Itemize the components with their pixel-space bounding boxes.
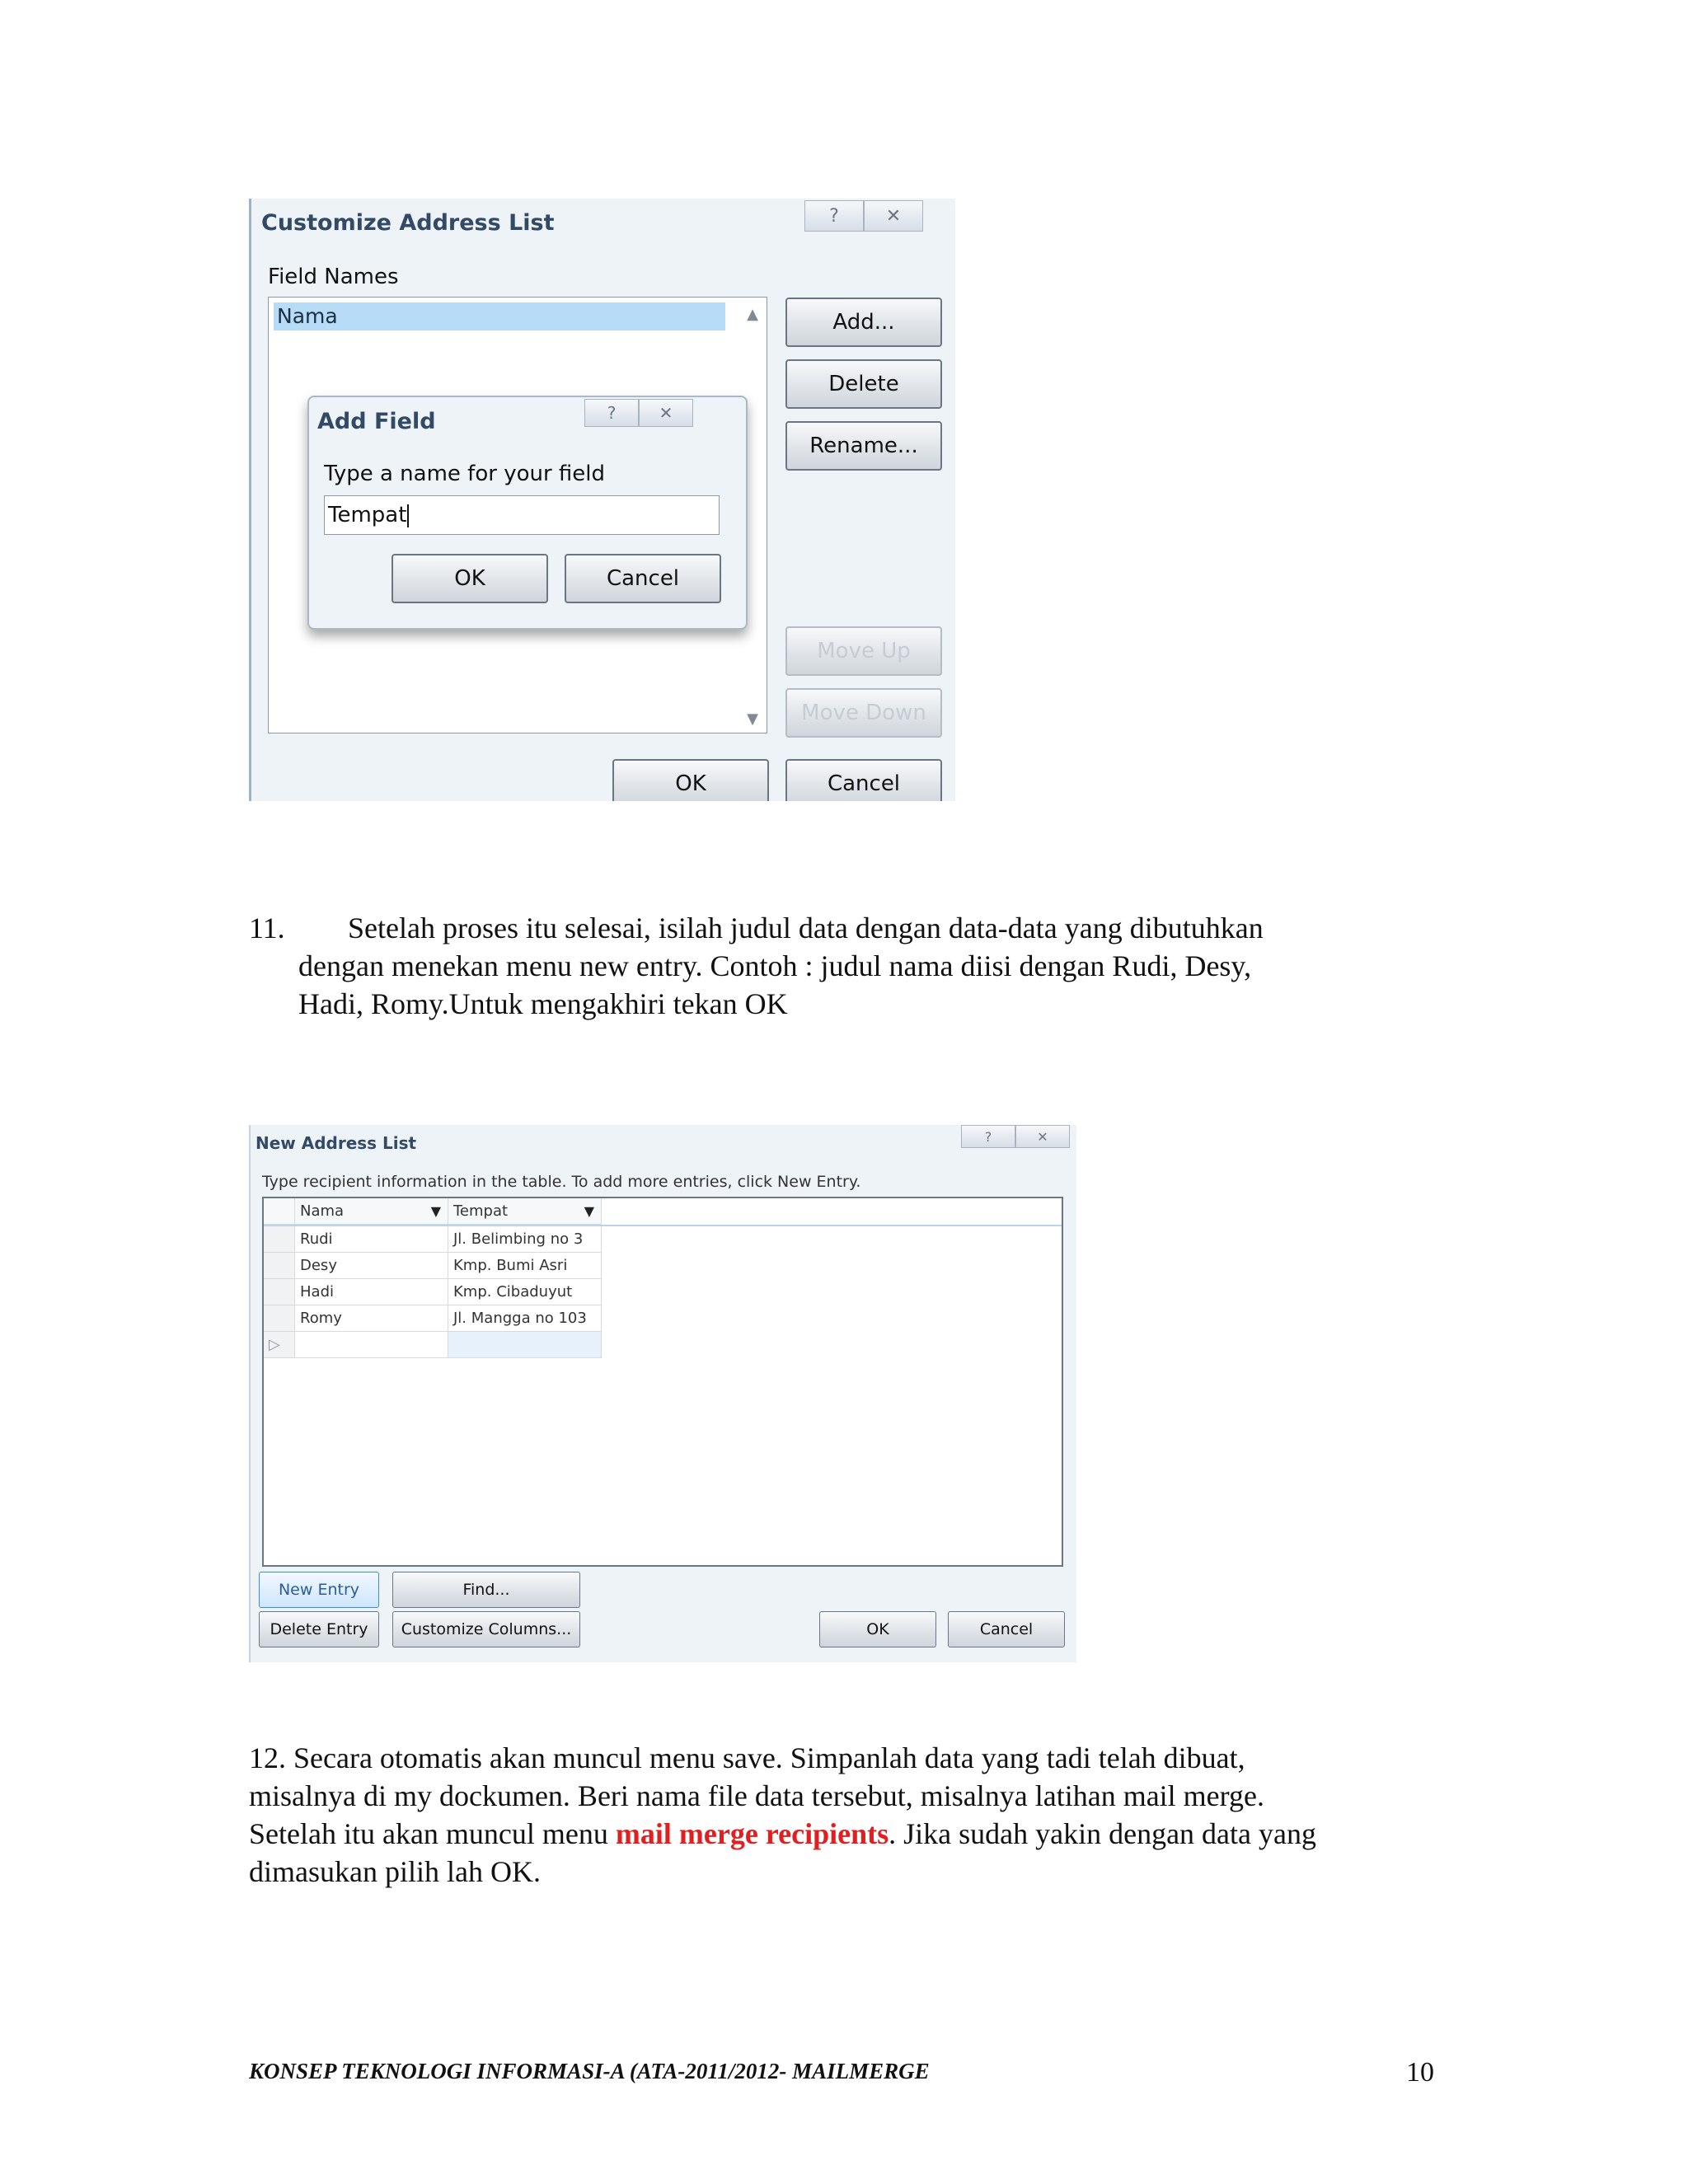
close-icon[interactable]: ✕ [639, 399, 693, 427]
table-cell[interactable]: Hadi [295, 1279, 448, 1305]
table-cell[interactable]: Romy [295, 1305, 448, 1332]
new-row-icon: ▷ [269, 1336, 280, 1353]
dialog-title: Customize Address List [261, 210, 555, 236]
table-row[interactable] [264, 1253, 610, 1279]
paragraph-line: 12. Secara otomatis akan muncul menu save. Simpanlah data yang tadi telah dibuat, [249, 1741, 1245, 1774]
field-name-value: Tempat [328, 503, 407, 527]
window-controls [584, 399, 693, 427]
page-number: 10 [1406, 2057, 1434, 2088]
new-address-list-dialog [249, 1125, 1076, 1662]
field-name-prompt: Type a name for your field [324, 462, 606, 486]
field-name-input[interactable] [324, 495, 720, 535]
window-controls [961, 1125, 1070, 1148]
row-selector[interactable] [264, 1279, 295, 1305]
recipient-table [262, 1197, 1063, 1567]
row-selector[interactable] [264, 1253, 295, 1279]
new-entry-button[interactable]: New Entry [259, 1572, 379, 1608]
table-cell[interactable]: Jl. Belimbing no 3 [448, 1226, 602, 1253]
field-names-label: Field Names [268, 265, 399, 289]
close-icon[interactable]: ✕ [1015, 1125, 1070, 1148]
new-entry-row[interactable] [264, 1332, 610, 1358]
help-icon[interactable]: ? [961, 1125, 1015, 1148]
table-cell[interactable] [295, 1332, 448, 1358]
scroll-up-icon[interactable]: ▲ [747, 306, 758, 323]
paragraph-line: dimasukan pilih lah OK. [249, 1855, 541, 1888]
add-field-ok-button[interactable]: OK [392, 554, 548, 603]
chevron-down-icon[interactable]: ▼ [584, 1203, 594, 1219]
row-selector[interactable] [264, 1226, 295, 1253]
table-row[interactable] [264, 1305, 610, 1332]
dialog-title: New Address List [256, 1133, 417, 1153]
help-icon[interactable]: ? [584, 399, 639, 427]
window-controls [804, 200, 923, 232]
table-cell[interactable]: Jl. Mangga no 103 [448, 1305, 602, 1332]
row-selector-header [264, 1198, 295, 1225]
customize-address-list-dialog [249, 199, 955, 801]
move-up-button[interactable]: Move Up [785, 626, 942, 676]
highlighted-term: mail merge recipients [615, 1817, 889, 1850]
instruction-text: Type recipient information in the table. To add more entries, click New Entry. [262, 1173, 861, 1191]
chevron-down-icon[interactable]: ▼ [430, 1203, 441, 1219]
table-header [264, 1198, 1062, 1226]
add-button[interactable]: Add... [785, 298, 942, 347]
rename-button[interactable]: Rename... [785, 421, 942, 471]
table-row[interactable] [264, 1226, 610, 1253]
add-field-title: Add Field [317, 409, 436, 434]
list-item[interactable]: Nama [274, 302, 725, 330]
paragraph-line: Hadi, Romy.Untuk mengakhiri tekan OK [298, 987, 788, 1020]
table-cell[interactable] [448, 1332, 602, 1358]
cancel-button[interactable]: Cancel [948, 1611, 1065, 1647]
cancel-button[interactable]: Cancel [785, 759, 942, 801]
table-cell[interactable]: Desy [295, 1253, 448, 1279]
add-field-dialog [307, 396, 748, 630]
table-row[interactable] [264, 1279, 610, 1305]
ok-button[interactable]: OK [819, 1611, 936, 1647]
help-icon[interactable]: ? [804, 200, 864, 232]
table-cell[interactable]: Kmp. Cibaduyut [448, 1279, 602, 1305]
delete-entry-button[interactable]: Delete Entry [259, 1611, 379, 1647]
column-header-tempat[interactable]: Tempat ▼ [448, 1198, 602, 1225]
delete-button[interactable]: Delete [785, 359, 942, 409]
table-cell[interactable]: Rudi [295, 1226, 448, 1253]
customize-columns-button[interactable]: Customize Columns... [392, 1611, 580, 1647]
page-footer: KONSEP TEKNOLOGI INFORMASI-A (ATA-2011/2012- MAILMERGE [249, 2059, 930, 2083]
find-button[interactable]: Find... [392, 1572, 580, 1608]
paragraph-line [249, 1815, 1316, 1853]
add-field-cancel-button[interactable]: Cancel [565, 554, 721, 603]
paragraph-line: dengan menekan menu new entry. Contoh : judul nama diisi dengan Rudi, Desy, [298, 949, 1252, 982]
text-segment: Setelah itu akan muncul menu [249, 1817, 616, 1850]
text-segment: . Jika sudah yakin dengan data yang [889, 1817, 1316, 1850]
column-header-nama[interactable]: Nama ▼ [295, 1198, 448, 1225]
paragraph-line: Setelah proses itu selesai, isilah judul data dengan data-data yang dibutuhkan [348, 912, 1264, 944]
move-down-button[interactable]: Move Down [785, 688, 942, 738]
table-cell[interactable]: Kmp. Bumi Asri [448, 1253, 602, 1279]
row-selector[interactable] [264, 1305, 295, 1332]
step-number: 11. [249, 912, 285, 944]
row-selector[interactable] [264, 1332, 295, 1358]
ok-button[interactable]: OK [612, 759, 769, 801]
scroll-down-icon[interactable]: ▼ [747, 710, 758, 728]
text-caret [407, 504, 409, 527]
close-icon[interactable]: ✕ [864, 200, 923, 232]
paragraph-line: misalnya di my dockumen. Beri nama file data tersebut, misalnya latihan mail merge. [249, 1779, 1264, 1812]
